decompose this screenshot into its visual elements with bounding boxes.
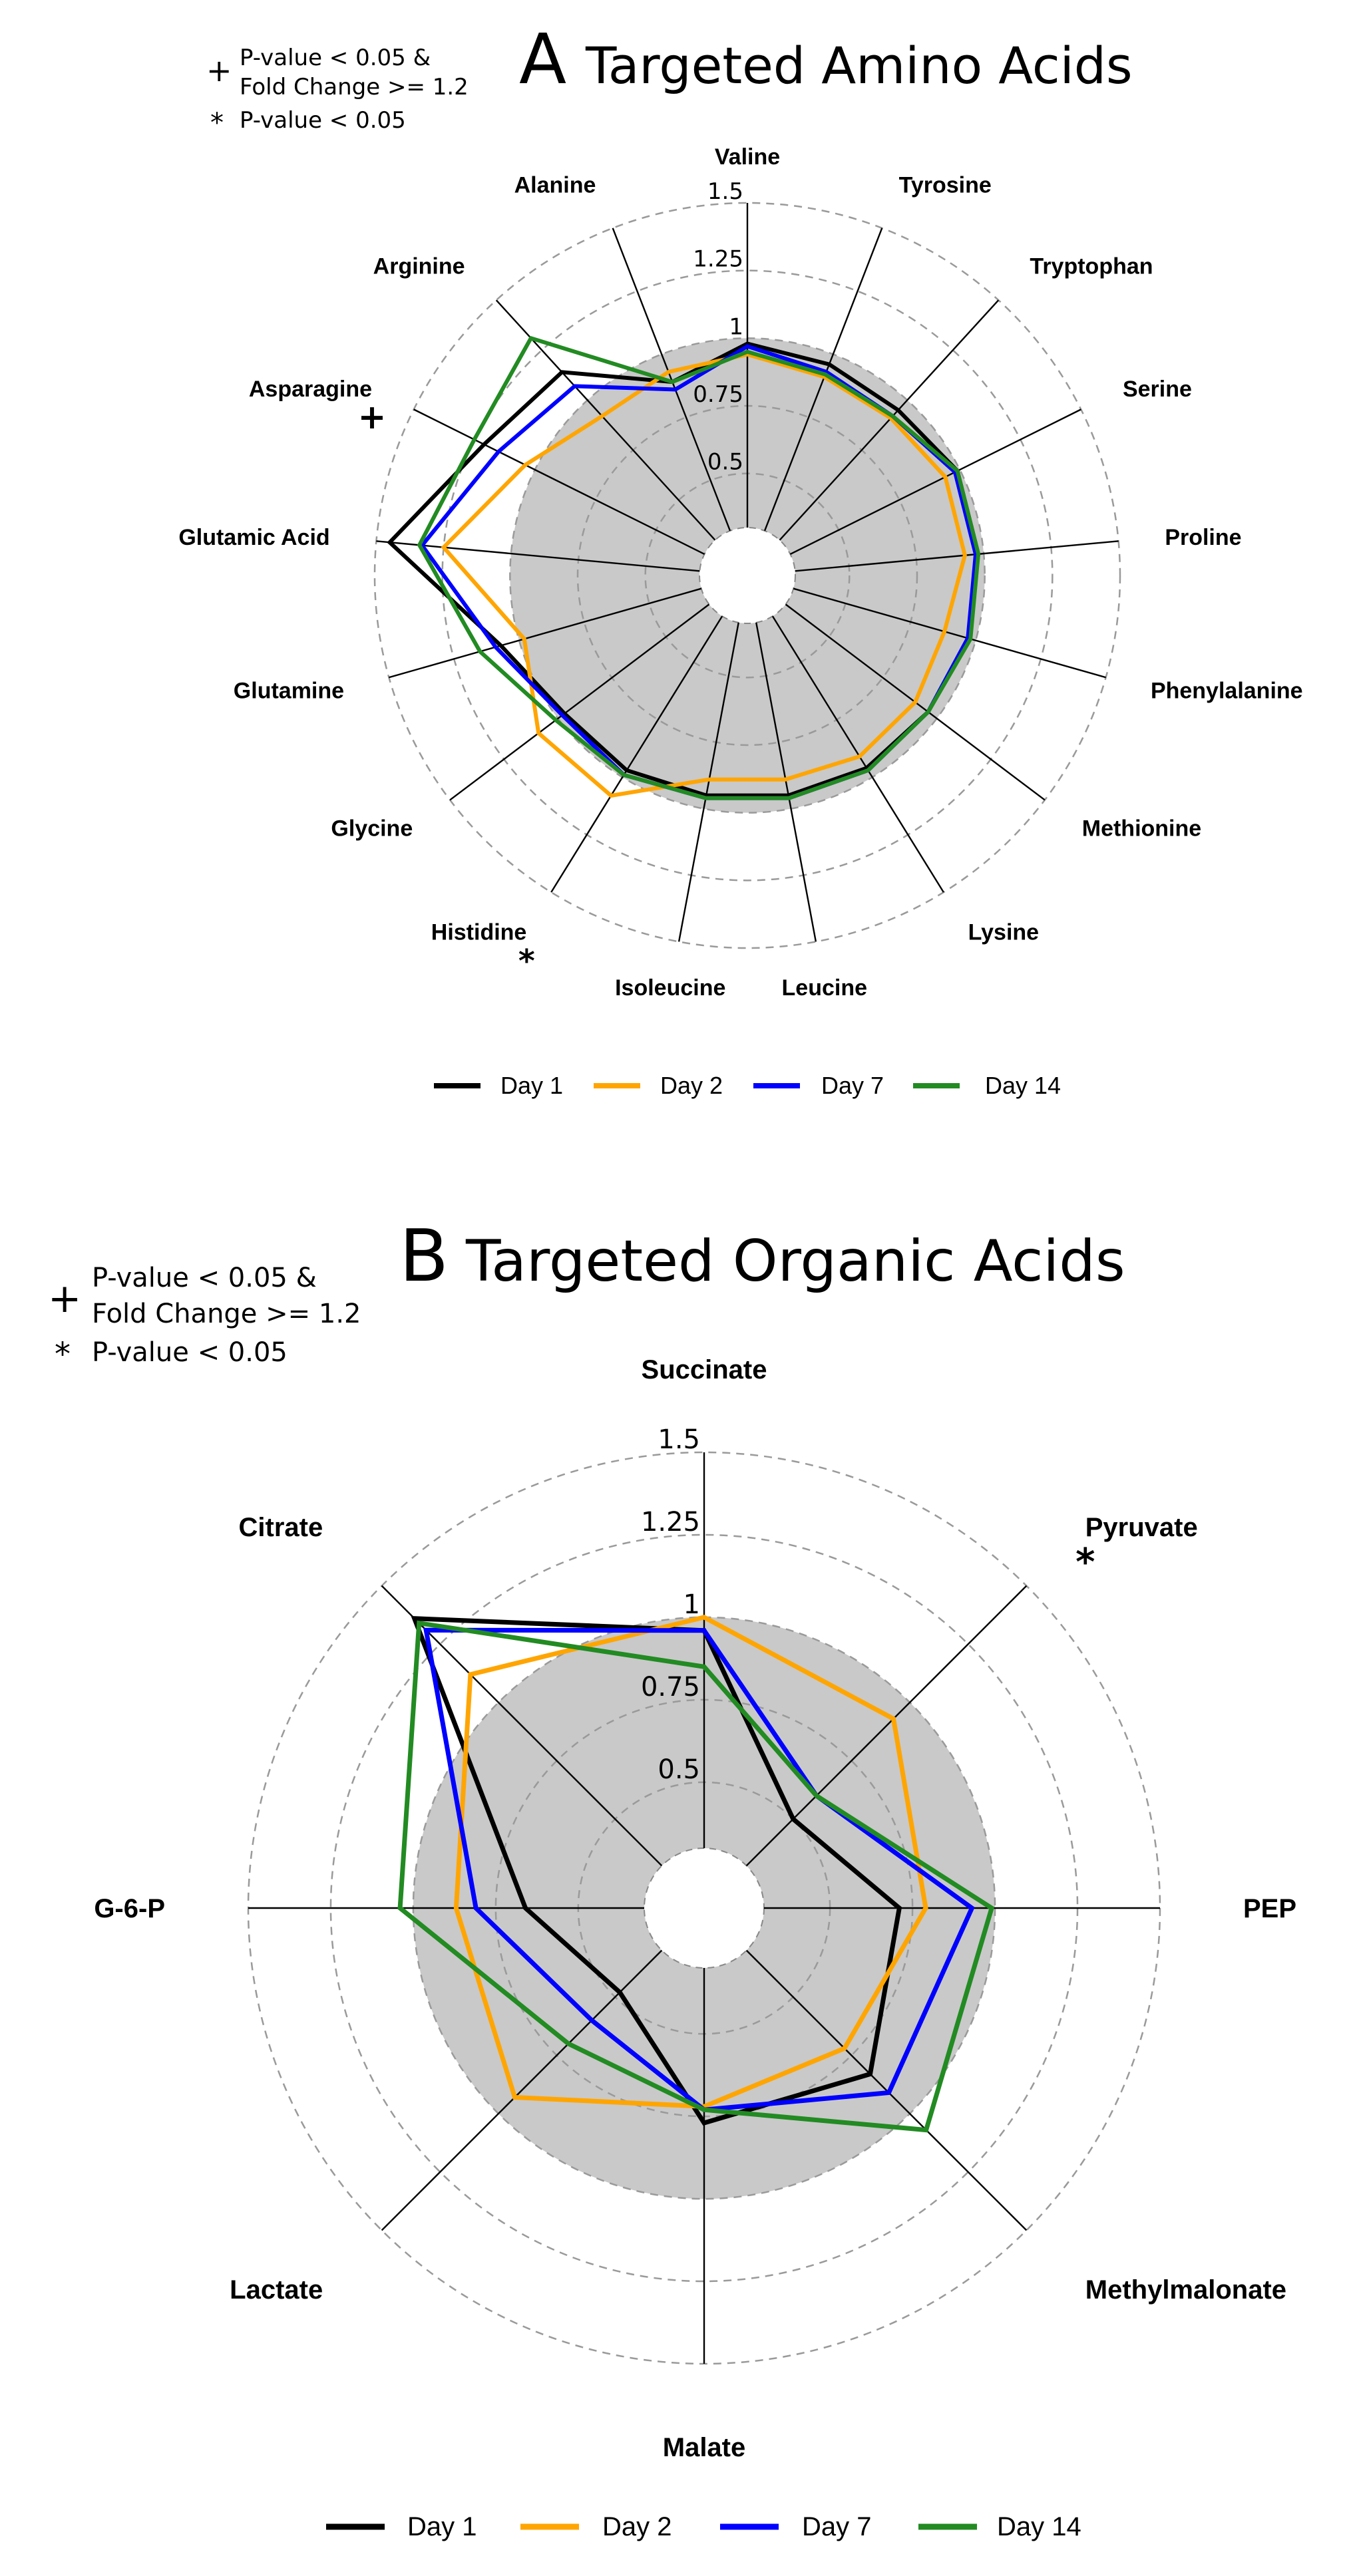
category-label-serine: Serine (1122, 377, 1192, 402)
key-plus-line1: P-value < 0.05 & (240, 45, 431, 71)
tick-label: 0.75 (693, 381, 743, 408)
significance-marker-asparagine: + (357, 398, 387, 438)
key-b-plus-symbol: + (48, 1275, 82, 1322)
key-star-symbol: * (210, 108, 224, 138)
category-label-valine: Valine (714, 144, 781, 170)
category-label-pyruvate: Pyruvate (1085, 1513, 1198, 1543)
category-label-lysine: Lysine (968, 919, 1040, 945)
tick-label: 0.75 (640, 1671, 700, 1702)
category-label-glycine: Glycine (331, 816, 413, 842)
category-label-asparagine: Asparagine (248, 377, 373, 402)
center-hole (644, 1848, 764, 1968)
category-label-methylmalonate: Methylmalonate (1085, 2275, 1287, 2305)
legend-a-day1-label: Day 1 (500, 1072, 564, 1099)
tick-label: 1.5 (658, 1424, 700, 1455)
category-label-methionine: Methionine (1081, 816, 1202, 842)
key-star-text: P-value < 0.05 (240, 107, 406, 134)
panel-b-title: Targeted Organic Acids (466, 1228, 1125, 1295)
category-label-isoleucine: Isoleucine (615, 975, 726, 1001)
panel-a-letter: A (519, 19, 567, 100)
legend-b-day7-label: Day 7 (802, 2512, 872, 2541)
key-b-star-text: P-value < 0.05 (92, 1337, 288, 1368)
tick-label: 1 (683, 1589, 700, 1620)
legend-b-day2-label: Day 2 (602, 2512, 672, 2541)
category-label-pep: PEP (1243, 1894, 1297, 1923)
category-label-succinate: Succinate (641, 1355, 767, 1384)
key-b-plus-line2: Fold Change >= 1.2 (92, 1299, 361, 1329)
category-label-glutamine: Glutamine (233, 678, 345, 704)
legend-b-day1-label: Day 1 (407, 2512, 477, 2541)
key-plus-symbol: + (206, 53, 232, 88)
tick-label: 1.5 (707, 178, 743, 205)
key-b-plus-line1: P-value < 0.05 & (92, 1263, 317, 1293)
category-label-citrate: Citrate (238, 1513, 323, 1543)
significance-marker-pyruvate: * (1075, 1541, 1095, 1585)
category-label-proline: Proline (1165, 524, 1242, 550)
panel-a-title: Targeted Amino Acids (586, 36, 1133, 95)
key-b-star-symbol: * (55, 1336, 71, 1373)
legend-a-day2-label: Day 2 (660, 1072, 723, 1099)
center-hole (699, 528, 795, 623)
category-label-glutamic-acid: Glutamic Acid (178, 524, 330, 550)
category-label-g-6-p: G-6-P (94, 1894, 165, 1923)
tick-label: 1 (729, 313, 743, 341)
significance-marker-histidine: * (518, 943, 535, 980)
category-label-malate: Malate (662, 2433, 746, 2462)
legend-b-day14-label: Day 14 (997, 2512, 1081, 2541)
category-label-phenylalanine: Phenylalanine (1150, 678, 1303, 704)
legend-a-day14-label: Day 14 (985, 1072, 1062, 1099)
panel-b-letter: B (399, 1215, 449, 1298)
category-label-leucine: Leucine (781, 975, 868, 1001)
tick-label: 0.5 (658, 1754, 700, 1785)
category-label-tyrosine: Tyrosine (898, 172, 992, 198)
category-label-histidine: Histidine (431, 919, 527, 945)
category-label-tryptophan: Tryptophan (1030, 253, 1153, 279)
tick-label: 0.5 (707, 448, 743, 476)
legend-a-day7-label: Day 7 (821, 1072, 884, 1099)
category-label-alanine: Alanine (514, 172, 596, 198)
tick-label: 1.25 (640, 1506, 700, 1537)
category-label-lactate: Lactate (230, 2275, 323, 2305)
tick-label: 1.25 (693, 245, 743, 273)
category-label-arginine: Arginine (373, 253, 465, 279)
key-plus-line2: Fold Change >= 1.2 (240, 74, 469, 100)
